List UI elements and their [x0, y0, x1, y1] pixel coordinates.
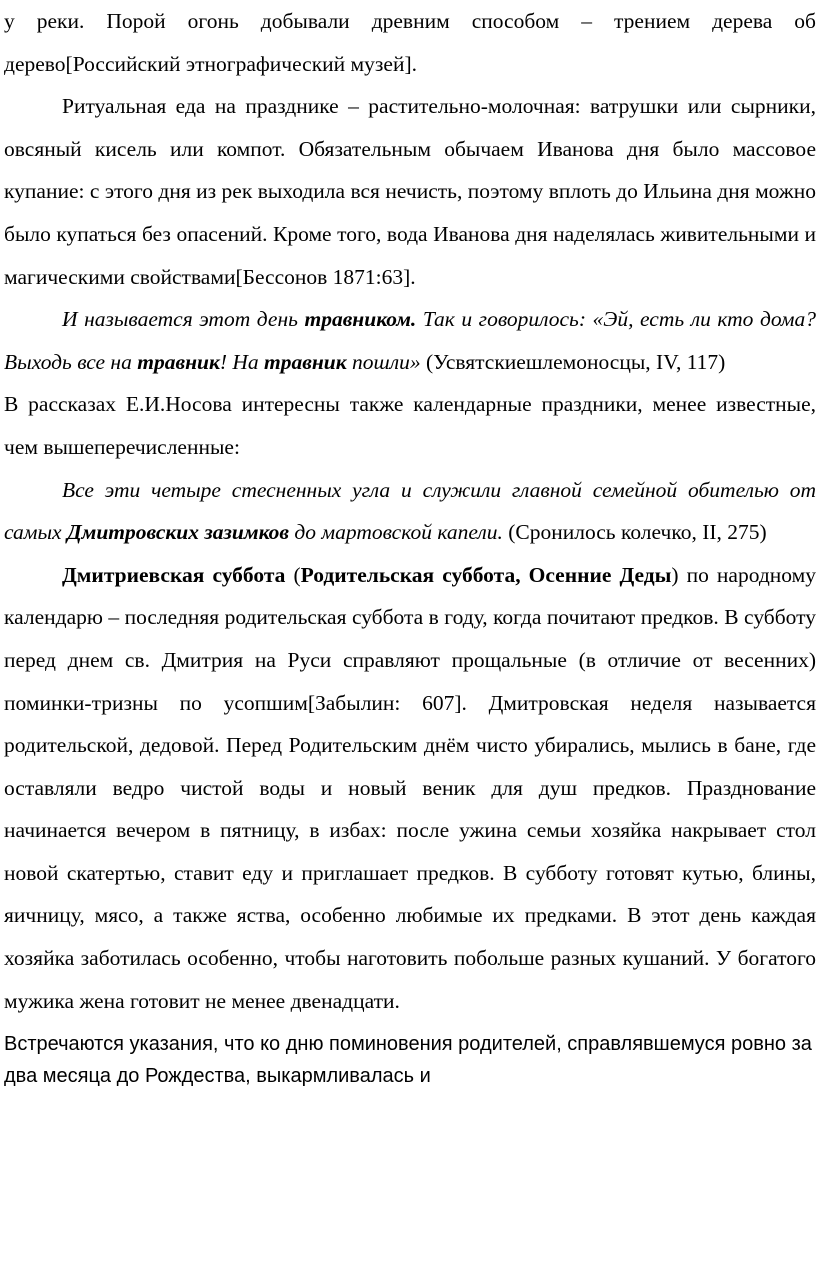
paragraph-4: В рассказах Е.И.Носова интересны также календарные праздники, менее известные, чем вышеперечисленные: [4, 392, 816, 459]
quote-reference: (Усвятскиешлемоносцы, IV, 117) [420, 349, 726, 374]
term-synonyms: Родительская суббота, Осенние Деды [300, 562, 672, 587]
quote-text: Так и говорилось: «Эй, есть ли кто дома? Выходь все на [4, 307, 816, 374]
term-heading: Дмитриевская суббота [62, 562, 286, 587]
quote-emphasis: травником. [304, 307, 417, 332]
paragraph-2: Ритуальная еда на празднике – растительно-молочная: ватрушки или сырники, овсяный кисель или компот. Обязательным обычаем Иванова дня было массовое купание: с этого дня из рек выходила вся нечисть, поэтому вплоть до Ильина дня можно было купаться без опасений. Кроме того, вода Иванова дня наделялась живительными и магическими свойствами[Бессонов 1871:63]. [4, 94, 816, 289]
paragraph-6 [4, 554, 816, 1023]
quote-text: пошли» [346, 349, 421, 374]
paragraph-3-quote [4, 298, 816, 383]
quote-text: ! На [219, 349, 265, 374]
quote-text: до мартовской капели. [289, 520, 503, 545]
quote-emphasis: травник [264, 349, 347, 374]
quote-reference: (Сронилось колечко, II, 275) [502, 520, 767, 545]
quote-text: Все эти четыре стесненных угла и служили главной семейной обителью от самых [4, 477, 816, 545]
quote-emphasis: травник [137, 349, 220, 374]
quote-emphasis: Дмитровских зазимков [66, 520, 290, 545]
paragraph-5-quote [4, 469, 816, 554]
paragraph-1: у реки. Порой огонь добывали древним способом – трением дерева об дерево[Российский этнографический музей]. [4, 9, 816, 76]
quote-text: И называется этот день [62, 307, 305, 332]
paragraph-text: ( [285, 562, 301, 587]
paragraph-text: ) по народному календарю – последняя родительская суббота в году, когда почитают предков. В субботу перед днем св. Дмитрия на Руси справляют прощальные (в отличие от весенних) поминки-тризны по усопшим[Забылин: 607]. Дмитровская неделя называется родительской, дедовой. Перед Родительским днём чисто убирались, мылись в бане, где оставляли ведро чистой воды и новый веник для душ предков. Празднование начинается вечером в пятницу, в избах: после ужина семьи хозяйка накрывает стол новой скатертью, ставит еду и приглашает предков. В субботу готовят кутью, блины, яичницу, мясо, а также яства, особенно любимые их предками. В этот день каждая хозяйка заботилась особенно, чтобы наготовить побольше разных кушаний. У богатого мужика жена готовит не менее двенадцати. [4, 562, 816, 1013]
paragraph-7: Встречаются указания, что ко дню поминовения родителей, справлявшемуся ровно за два месяца до Рождества, выкармливалась и [4, 1033, 812, 1088]
document-page [4, 0, 816, 1092]
